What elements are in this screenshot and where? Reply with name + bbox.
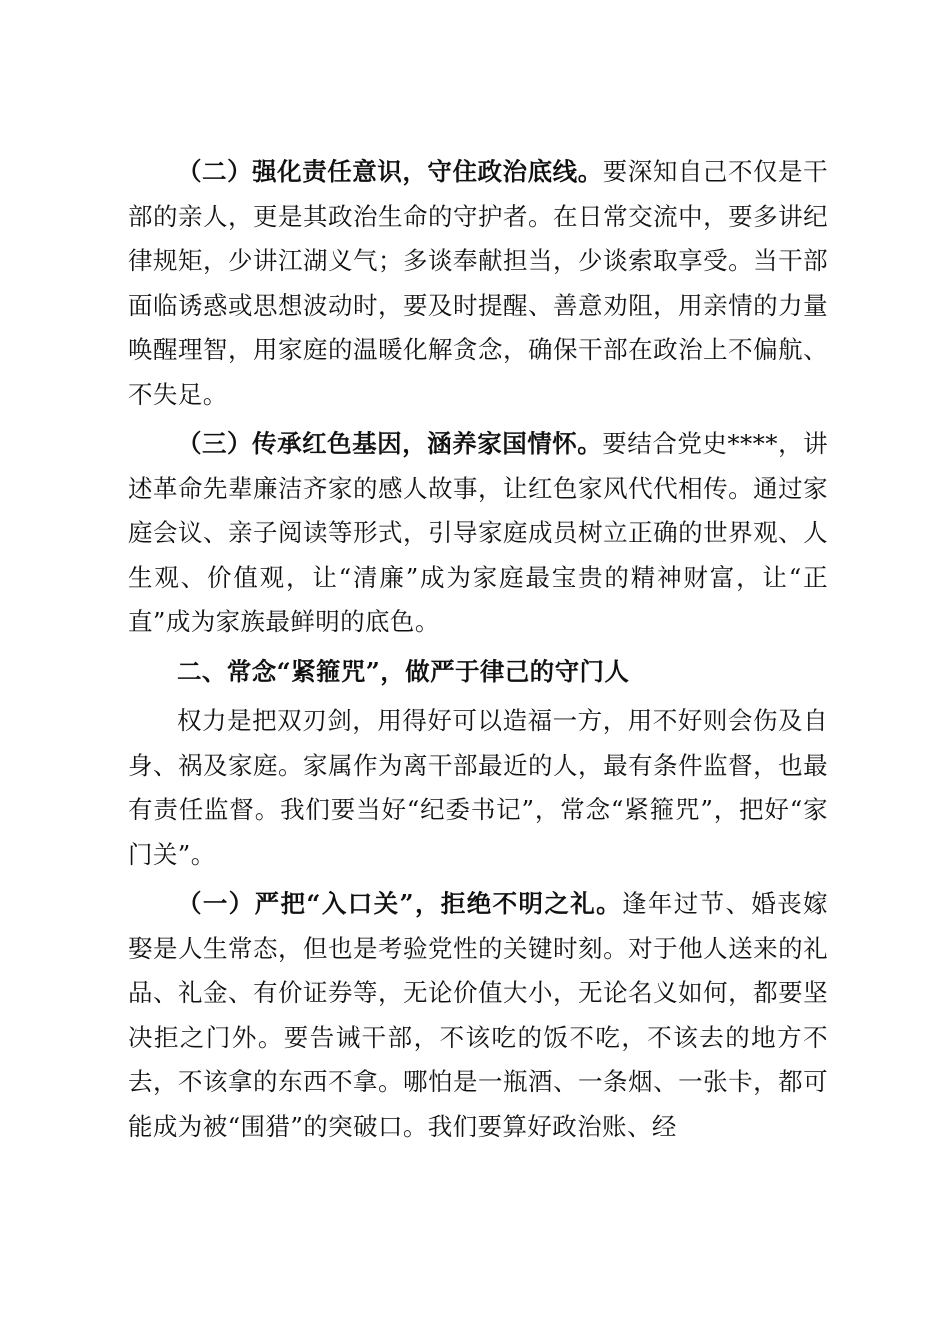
paragraph-text: 逢年过节、婚丧嫁娶是人生常态，但也是考验党性的关键时刻。对于他人送来的礼品、礼金、有价证券等，无论价值大小，无论名义如何，都要坚决拒之门外。要告诫干部，不该吃的饭不吃，不该去的地方不去，不该拿的东西不拿。哪怕是一瓶酒、一条烟、一张卡，都可能成为被“围猎”的突破口。我们要算好政治账、经 bbox=[128, 889, 829, 1141]
paragraph-entry-gate bbox=[128, 882, 828, 1149]
paragraph-lead: （二）强化责任意识，守住政治底线。 bbox=[177, 157, 603, 186]
paragraph-text: 要深知自己不仅是干部的亲人，更是其政治生命的守护者。在日常交流中，要多讲纪律规矩，少讲江湖义气；多谈奉献担当，少谈索取享受。当干部面临诱惑或思想波动时，要及时提醒、善意劝阻，用亲情的力量唤醒理智，用家庭的温暖化解贪念，确保干部在政治上不偏航、不失足。 bbox=[128, 157, 828, 409]
section-heading: 二、常念“紧箍咒”，做严于律己的守门人 bbox=[177, 656, 630, 686]
section-intro-paragraph: 权力是把双刃剑，用得好可以造福一方，用不好则会伤及自身、祸及家庭。家属作为离干部最近的人，最有条件监督，也最有责任监督。我们要当好“纪委书记”，常念“紧箍咒”，把好“家门关”。 bbox=[128, 706, 828, 869]
paragraph-lead: （三）传承红色基因，涵养家国情怀。 bbox=[177, 429, 603, 458]
paragraph-text: 要结合党史****，讲述革命先辈廉洁齐家的感人故事，让红色家风代代相传。通过家庭会议、亲子阅读等形式，引导家庭成员树立正确的世界观、人生观、价值观，让“清廉”成为家庭最宝贵的精神财富，让“正直”成为家族最鲜明的底色。 bbox=[128, 429, 828, 636]
paragraph-lead: （一）严把“入口关”，拒绝不明之礼。 bbox=[177, 889, 622, 918]
paragraph-red-gene bbox=[128, 422, 828, 645]
paragraph-strengthen-responsibility bbox=[128, 150, 828, 417]
document-body bbox=[128, 150, 828, 1149]
